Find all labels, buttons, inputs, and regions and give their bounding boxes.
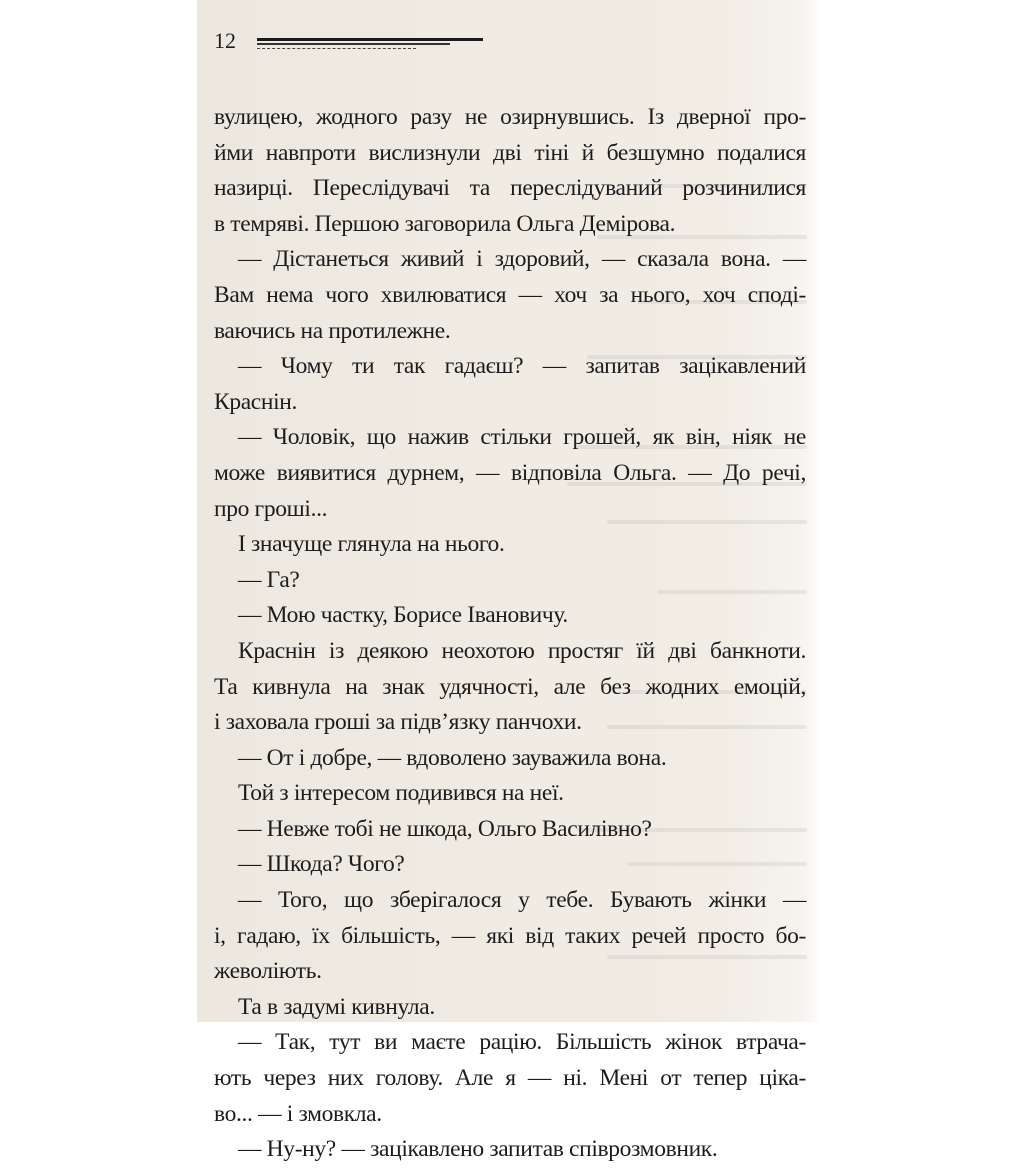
- text-line: — От і добре, — вдоволено зауважила вона.: [238, 744, 667, 771]
- text-line: — Ну-ну? — зацікавлено запитав співрозмовник.: [238, 1136, 718, 1163]
- text-line: — Чоловік, що нажив стільки грошей, як він, ніяк не: [238, 424, 806, 451]
- header-rule: [257, 48, 416, 49]
- text-line: про гроші...: [214, 495, 328, 522]
- text-line: ють через них голову. Але я — ні. Мені от тепер ціка-: [214, 1065, 806, 1092]
- text-line: Та кивнула на знак удячності, але без жодних емоцій,: [214, 673, 806, 700]
- book-page: [197, 0, 817, 1163]
- text-line: — Га?: [238, 566, 300, 593]
- page-number: 12: [214, 28, 236, 53]
- text-line: йми навпроти вислизнули дві тіні й безшумно подалися: [214, 139, 806, 166]
- text-line: Той з інтересом подивився на неї.: [238, 780, 564, 807]
- text-line: во... — і змовкла.: [214, 1100, 382, 1127]
- text-line: може виявитися дурнем, — відповіла Ольга. — До речі,: [214, 459, 806, 486]
- text-line: — Невже тобі не шкода, Ольго Василівно?: [238, 815, 652, 842]
- text-line: в темряві. Першою заговорила Ольга Демірова.: [214, 210, 676, 237]
- text-line: — Дістанеться живий і здоровий, — сказала вона. —: [238, 246, 806, 273]
- text-line: вулицею, жодного разу не озирнувшись. Із дверної про-: [214, 104, 806, 130]
- text-line: — Чому ти так гадаєш? — запитав зацікавлений: [238, 353, 806, 380]
- text-line: І значуще глянула на нього.: [238, 531, 505, 558]
- text-line: Краснін із деякою неохотою простяг їй дві банкноти.: [238, 637, 806, 664]
- text-line: — Так, тут ви маєте рацію. Більшість жінок втрача-: [238, 1029, 806, 1056]
- text-line: і, гадаю, їх більшість, — які від таких речей просто бо-: [214, 922, 806, 949]
- text-line: — Того, що зберігалося у тебе. Бувають жінки —: [238, 887, 806, 914]
- body-text: [214, 100, 806, 1168]
- text-line: — Шкода? Чого?: [238, 851, 405, 878]
- text-line: жеволіють.: [214, 958, 322, 985]
- text-line: Вам нема чого хвилюватися — хоч за нього, хоч споді-: [214, 281, 806, 308]
- text-line: — Мою частку, Борисе Івановичу.: [238, 602, 568, 629]
- text-line: ваючись на протилежне.: [214, 317, 451, 344]
- text-line: Та в задумі кивнула.: [238, 993, 435, 1020]
- header-rule: [257, 38, 483, 41]
- text-line: Краснін.: [214, 388, 298, 415]
- header-rule: [257, 43, 450, 45]
- text-line: і заховала гроші за підв’язку панчохи.: [214, 709, 582, 736]
- text-line: назирці. Переслідувачі та переслідуваний розчинилися: [214, 175, 806, 202]
